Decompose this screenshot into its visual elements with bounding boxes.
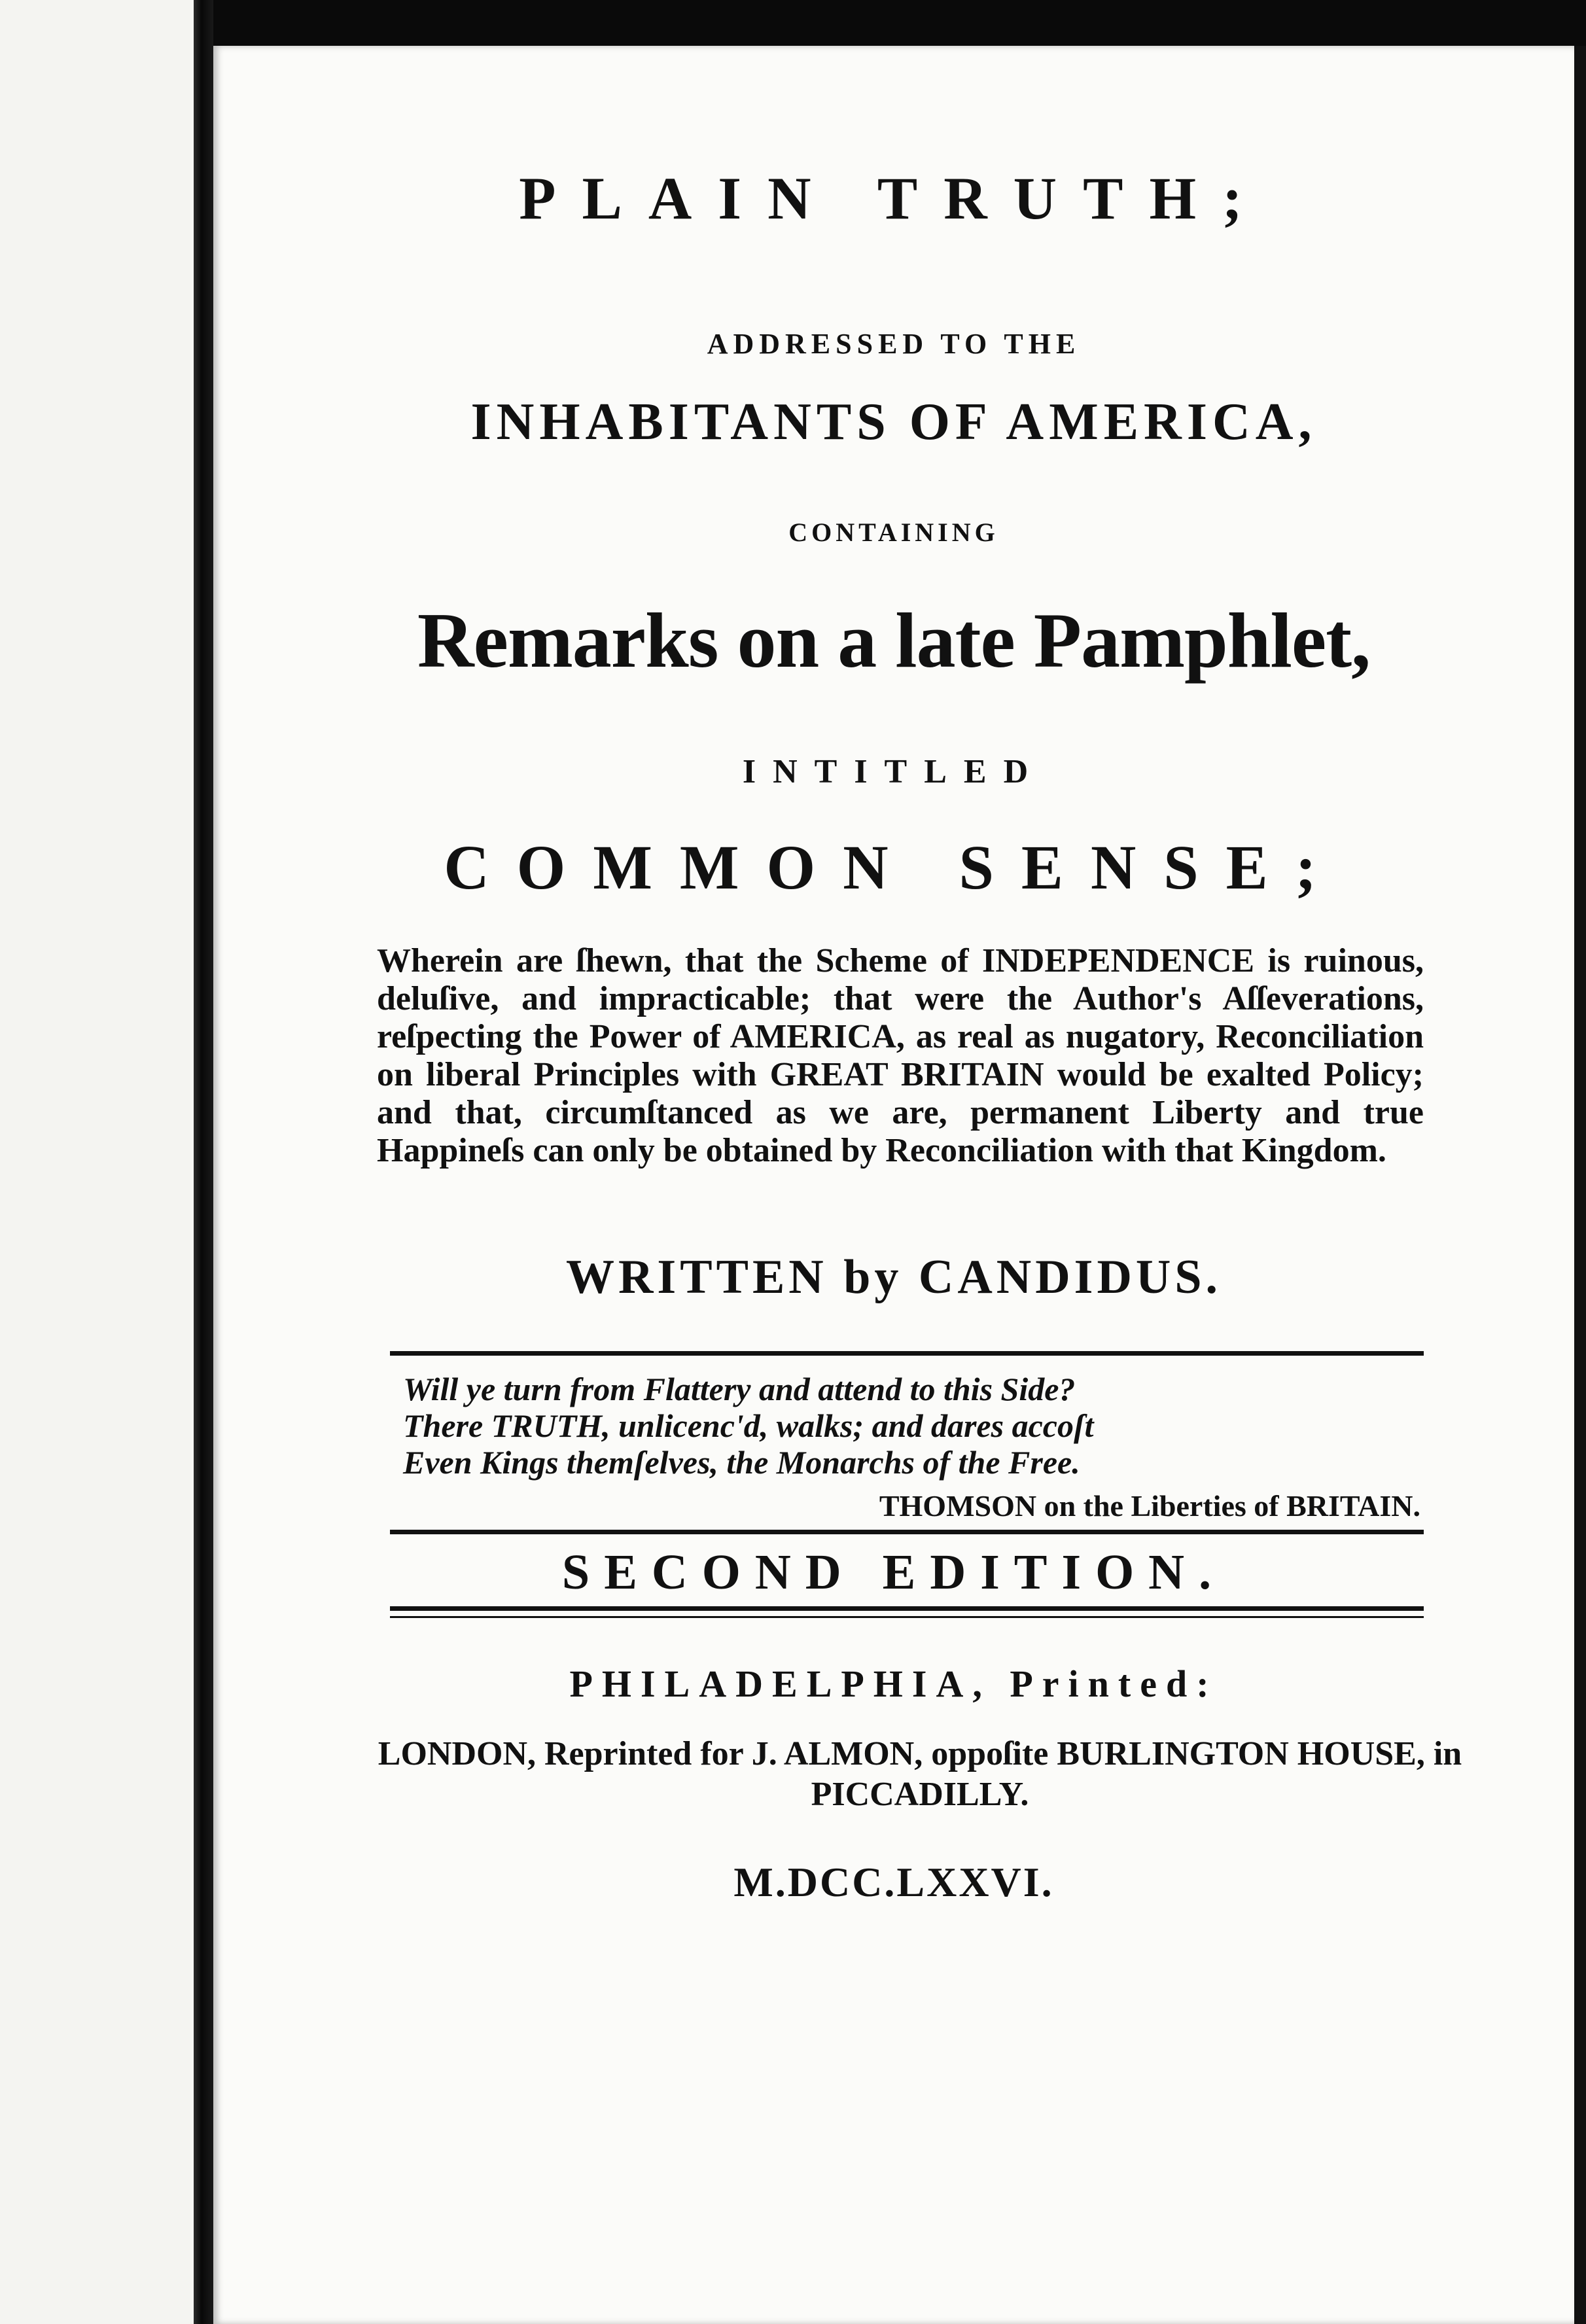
epigraph-attribution: THOMSON on the Liberties of BRITAIN. (879, 1489, 1420, 1523)
divider-rule-bottom (390, 1606, 1424, 1611)
addressed-line: ADDRESSED TO THE (707, 328, 1081, 360)
edition-line: SECOND EDITION. (561, 1545, 1226, 1600)
page-title: PLAIN TRUTH; (519, 165, 1269, 232)
printed-location: PHILADELPHIA, Printed: (569, 1663, 1218, 1705)
intitled-line: INTITLED (742, 753, 1046, 790)
epigraph-line: Will ye turn from Flattery and attend to this Side? (403, 1371, 1076, 1407)
description-paragraph: Wherein are ſhewn, that the Scheme of INDEPENDENCE is ruinous, deluſive, and impracticable; that were the Author's Aſſeverations, reſpecting the Power of AMERICA, as real as nugatory, Reconciliation on liberal Principles with GREAT BRITAIN would be exalted Policy; and that, circumſtanced as we are, permanent Liberty and true Happineſs can only be obtained by Reconciliation with that Kingdom. (377, 942, 1424, 1169)
publication-date: M.DCC.LXXVI. (733, 1859, 1054, 1905)
reprint-imprint: LONDON, Reprinted for J. ALMON, oppoſite BURLINGTON HOUSE, in PICCADILLY. (378, 1735, 1462, 1813)
common-sense-heading: COMMON SENSE; (444, 832, 1344, 902)
containing-line: CONTAINING (788, 518, 999, 547)
book-gutter (194, 0, 213, 2324)
divider-rule-middle (390, 1530, 1424, 1534)
facing-page (0, 0, 194, 2324)
epigraph-line: Even Kings themſelves, the Monarchs of the Free. (403, 1444, 1080, 1481)
divider-rule-top (390, 1351, 1424, 1356)
remarks-heading: Remarks on a late Pamphlet, (417, 597, 1371, 684)
epigraph-line: There TRUTH, unlicenc'd, walks; and dares accoſt (403, 1407, 1094, 1444)
author-line: WRITTEN by CANDIDUS. (565, 1250, 1222, 1304)
title-page (213, 46, 1574, 2324)
inhabitants-line: INHABITANTS OF AMERICA, (470, 393, 1317, 451)
divider-rule-bottom-thin (390, 1616, 1424, 1618)
epigraph (403, 1371, 1450, 1481)
page-edge (1574, 46, 1586, 2324)
